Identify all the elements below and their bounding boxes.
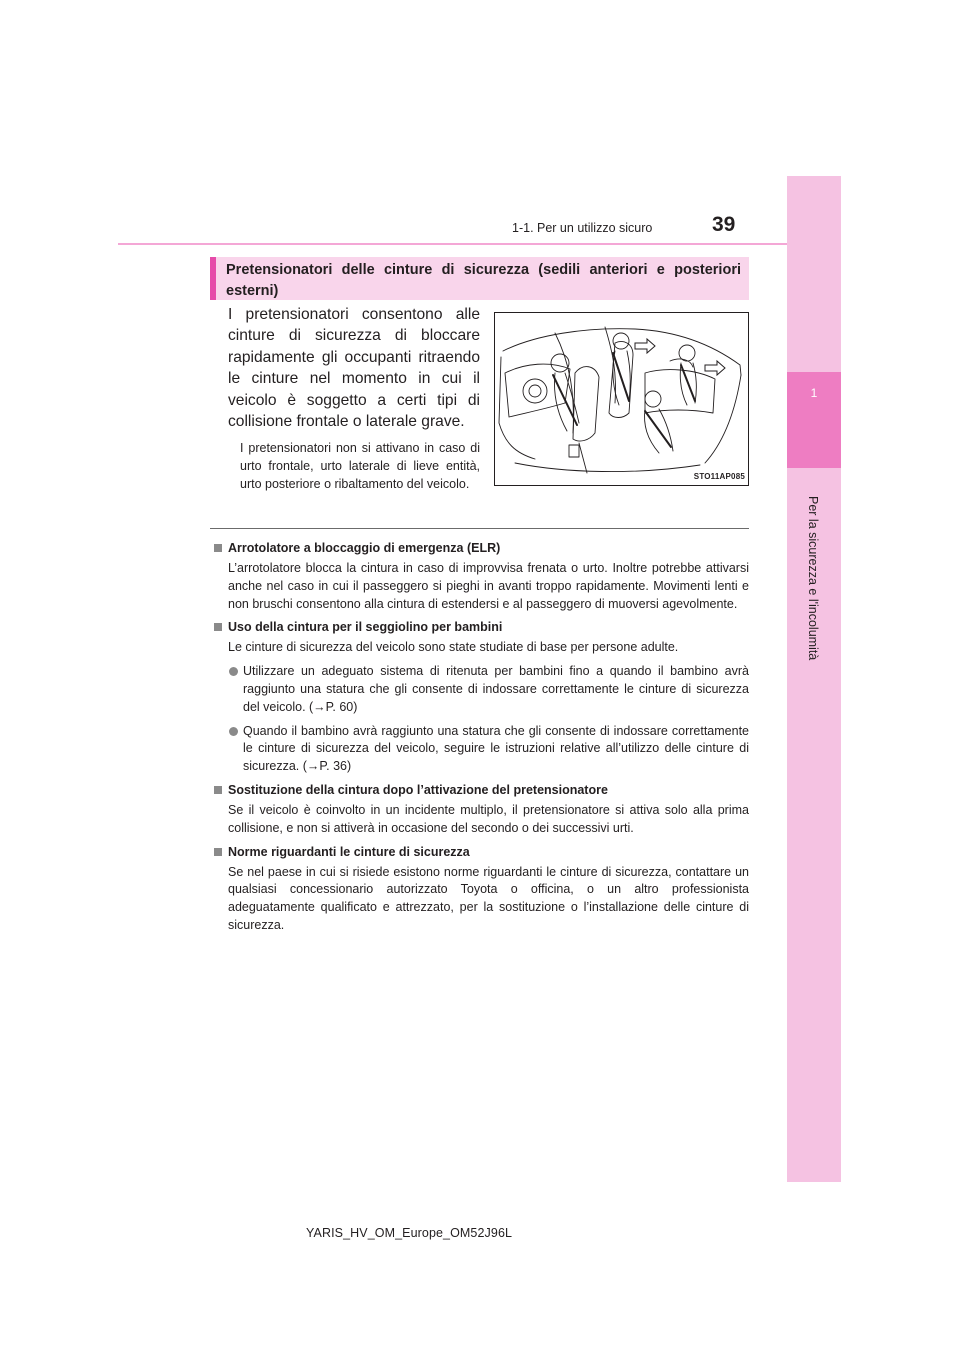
header-rule [118, 243, 787, 245]
pretensioner-illustration [494, 312, 749, 486]
header-section-title: 1-1. Per un utilizzo sicuro [512, 221, 653, 235]
note-body: Se il veicolo è coinvolto in un incidente multiplo, il pretensionatore si attiva solo alla prima collisione, e non si attiverà in occasione del secondo o dei successivi urti. [228, 802, 749, 835]
note-title: Uso della cintura per il seggiolino per bambini [212, 619, 749, 636]
chapter-number: 1 [810, 386, 818, 400]
chapter-side-tab [787, 176, 841, 1182]
figure-code: STO11AP085 [693, 472, 745, 481]
intro-paragraph: I pretensionatori consentono alle cinture di sicurezza di bloccare rapidamente gli occupanti ritraendo le cinture nel momento in cui il veicolo è soggetto a certi tipi di collisione frontale o laterale grave. [228, 306, 480, 431]
section-separator [210, 528, 749, 529]
note-block [212, 540, 749, 613]
note-block [212, 844, 749, 935]
note-block [212, 619, 749, 776]
note-title: Sostituzione della cintura dopo l’attivazione del pretensionatore [212, 782, 749, 799]
note-title: Norme riguardanti le cinture di sicurezza [212, 844, 749, 861]
note-title: Arrotolatore a bloccaggio di emergenza (ELR) [212, 540, 749, 557]
chapter-number-tab [787, 372, 841, 468]
section-heading: Pretensionatori delle cinture di sicurezza (sedili anteriori e posteriori esterni) [210, 257, 749, 300]
bullet-item: Utilizzare un adeguato sistema di ritenuta per bambini fino a quando il bambino avrà raggiunto una statura che gli consente di indossare correttamente le cinture di sicurezza del veicolo. (→P. 60) [228, 663, 749, 716]
note-block [212, 782, 749, 838]
notes-section [212, 540, 749, 941]
note-body: Se nel paese in cui si risiede esistono norme riguardanti le cinture di sicurezza, contattare un qualsiasi concessionario autorizzato Toyota o officina, o un altro professionista adeguatamente qualificato e attrezzato, per la sostituzione o l’installazione delle cinture di sicurezza. [228, 864, 749, 932]
chapter-title: Per la sicurezza e l'incolumità [806, 496, 820, 661]
note-body: L’arrotolatore blocca la cintura in caso di improvvisa frenata o urto. Inoltre potrebbe attivarsi anche nel caso in cui il passeggero si pieghi in avanti troppo rapidamente. Movimenti lenti e non bruschi consentono alla cintura di estendersi e al passeggero di muoversi agevolmente. [228, 561, 749, 611]
footer-document-code: YARIS_HV_OM_Europe_OM52J96L [306, 1226, 513, 1240]
note-body: Le cinture di sicurezza del veicolo sono state studiate di base per persone adulte. [228, 640, 679, 655]
car-interior-drawing [495, 313, 748, 485]
page-number: 39 [712, 213, 736, 236]
bullet-item: Quando il bambino avrà raggiunto una statura che gli consente di indossare correttamente le cinture di sicurezza del veicolo, seguire le istruzioni relative all’utilizzo delle cinture di sicurezza. (→P. 36) [228, 723, 749, 776]
chapter-title-vertical [786, 496, 840, 660]
intro-note: I pretensionatori non si attivano in caso di urto frontale, urto laterale di lieve entità, urto posteriore o ribaltamento del veicolo. [240, 441, 480, 492]
